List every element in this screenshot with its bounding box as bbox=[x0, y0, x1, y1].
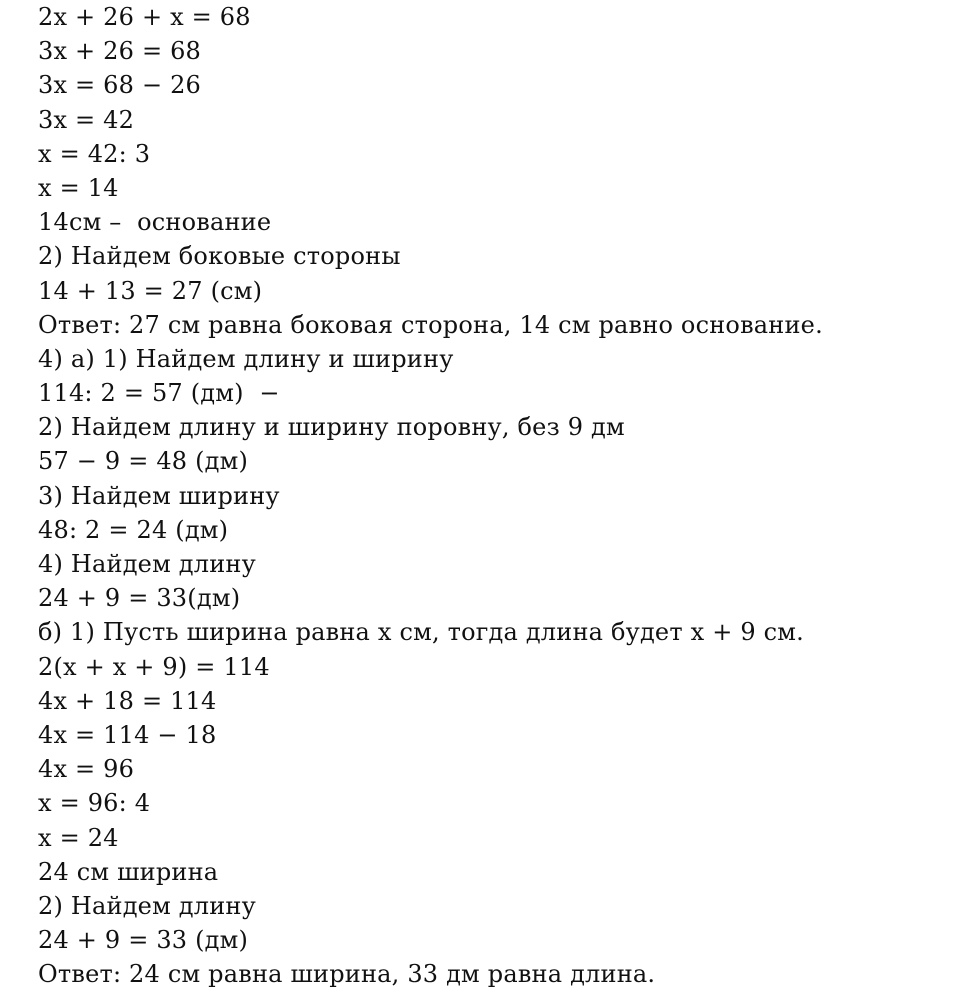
answer-line: Ответ: 27 см равна боковая сторона, 14 см равно основание. bbox=[38, 310, 823, 339]
step-heading: 2) Найдем боковые стороны bbox=[38, 242, 401, 271]
step-heading: 4) а) 1) Найдем длину и ширину bbox=[38, 344, 454, 373]
equation-line: 24 + 9 = 33(дм) bbox=[38, 584, 241, 613]
result-line: 14см – основание bbox=[38, 208, 272, 237]
equation-line: 14 + 13 = 27 (см) bbox=[38, 276, 263, 305]
step-heading: 4) Найдем длину bbox=[38, 550, 256, 578]
equation-line: 24 + 9 = 33 (дм) bbox=[38, 926, 249, 955]
step-heading: 2) Найдем длину и ширину поровну, без 9 дм bbox=[38, 413, 625, 442]
equation-line: 4x = 96 bbox=[38, 755, 135, 784]
equation-line: 4x + 18 = 114 bbox=[38, 686, 217, 715]
equation-line: 114: 2 = 57 (дм) − bbox=[38, 379, 280, 408]
equation-line: 3x = 68 − 26 bbox=[38, 71, 202, 100]
answer-line: Ответ: 24 см равна ширина, 33 дм равна длина. bbox=[38, 960, 656, 989]
step-heading: б) 1) Пусть ширина равна x см, тогда длина будет x + 9 см. bbox=[38, 618, 804, 647]
equation-line: 3x + 26 = 68 bbox=[38, 37, 202, 66]
equation-line: 2x + 26 + x = 68 bbox=[38, 3, 251, 31]
equation-line: 57 − 9 = 48 (дм) bbox=[38, 447, 249, 476]
equation-line: 2(x + x + 9) = 114 bbox=[38, 652, 270, 681]
equation-line: x = 96: 4 bbox=[38, 789, 151, 818]
equation-line: 3x = 42 bbox=[38, 105, 135, 134]
equation-line: x = 24 bbox=[38, 823, 119, 852]
equation-line: 4x = 114 − 18 bbox=[38, 720, 217, 749]
equation-line: x = 14 bbox=[38, 173, 119, 202]
step-heading: 3) Найдем ширину bbox=[38, 481, 280, 510]
equation-line: 48: 2 = 24 (дм) bbox=[38, 515, 229, 544]
result-line: 24 см ширина bbox=[38, 857, 219, 886]
step-heading: 2) Найдем длину bbox=[38, 891, 256, 920]
solution-document bbox=[38, 0, 938, 991]
equation-line: x = 42: 3 bbox=[38, 139, 151, 168]
